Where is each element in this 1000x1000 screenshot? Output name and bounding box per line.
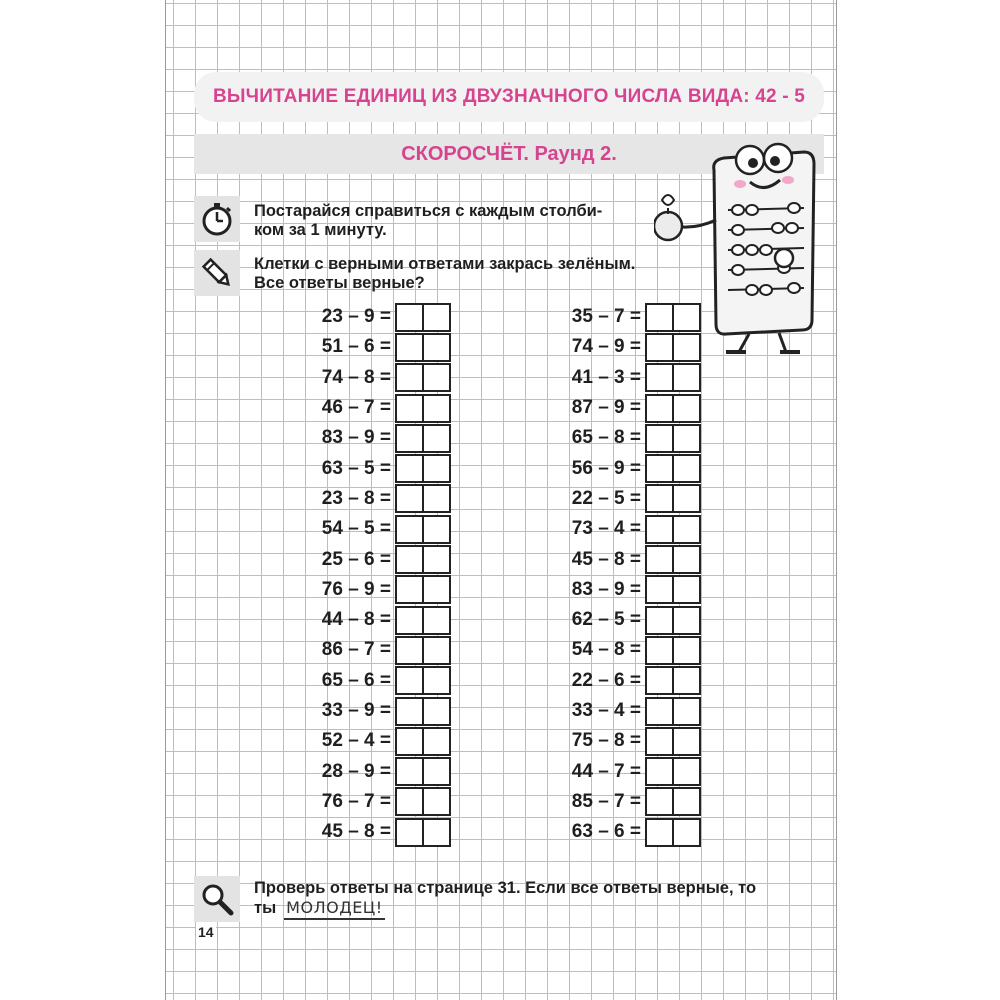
answer-cell-tens[interactable] xyxy=(397,638,422,663)
answer-box[interactable] xyxy=(645,545,701,574)
exercise-row xyxy=(536,787,701,817)
answer-box[interactable] xyxy=(395,787,451,816)
answer-cell-units[interactable] xyxy=(422,608,449,633)
exercise-row xyxy=(286,605,451,635)
answer-box[interactable] xyxy=(645,515,701,544)
timer-number: 1 xyxy=(310,221,320,239)
exercise-expression: 35 – 7 = xyxy=(571,306,641,328)
exercise-expression: 25 – 6 = xyxy=(321,548,391,570)
exercise-row xyxy=(286,393,451,423)
worksheet-page xyxy=(165,0,837,1000)
exercise-expression: 23 – 8 = xyxy=(321,487,391,509)
answer-cell-tens[interactable] xyxy=(647,789,672,814)
exercise-expression: 83 – 9 = xyxy=(321,427,391,449)
exercise-row xyxy=(536,514,701,544)
answer-cell-tens[interactable] xyxy=(647,517,672,542)
exercise-row xyxy=(286,544,451,574)
answer-cell-units[interactable] xyxy=(422,517,449,542)
answer-cell-tens[interactable] xyxy=(397,335,422,360)
footer-line-1 xyxy=(254,878,824,898)
answer-box[interactable] xyxy=(645,394,701,423)
exercise-row xyxy=(286,332,451,362)
answer-cell-tens[interactable] xyxy=(647,699,672,724)
exercise-expression: 28 – 9 = xyxy=(321,760,391,782)
answer-box[interactable] xyxy=(395,757,451,786)
answer-box[interactable] xyxy=(645,454,701,483)
answer-box[interactable] xyxy=(645,787,701,816)
answer-box[interactable] xyxy=(395,818,451,847)
magnifier-icon xyxy=(194,876,240,922)
answer-cell-units[interactable] xyxy=(672,547,699,572)
answer-box[interactable] xyxy=(395,424,451,453)
answer-box[interactable] xyxy=(395,515,451,544)
answer-cell-tens[interactable] xyxy=(647,365,672,390)
footer-line-2 xyxy=(254,898,824,920)
exercise-row xyxy=(286,514,451,544)
answer-cell-units[interactable] xyxy=(422,638,449,663)
exercise-expression: 62 – 5 = xyxy=(571,609,641,631)
answer-box[interactable] xyxy=(645,424,701,453)
exercise-row xyxy=(286,635,451,665)
answer-cell-units[interactable] xyxy=(422,305,449,330)
answer-cell-tens[interactable] xyxy=(647,426,672,451)
answer-cell-units[interactable] xyxy=(672,668,699,693)
exercise-row xyxy=(536,363,701,393)
exercise-expression: 45 – 8 = xyxy=(321,821,391,843)
footer-suffix: . Если все ответы верные, то xyxy=(515,879,757,897)
timer-line-2-prefix: ком за xyxy=(254,221,311,239)
exercise-expression: 44 – 8 = xyxy=(321,609,391,631)
answer-cell-tens[interactable] xyxy=(397,608,422,633)
exercise-expression: 63 – 5 = xyxy=(321,457,391,479)
answer-cell-units[interactable] xyxy=(422,729,449,754)
answer-cell-tens[interactable] xyxy=(397,789,422,814)
exercise-row xyxy=(536,575,701,605)
exercise-expression: 23 – 9 = xyxy=(321,306,391,328)
answer-cell-tens[interactable] xyxy=(397,486,422,511)
answer-cell-tens[interactable] xyxy=(647,608,672,633)
exercise-expression: 54 – 8 = xyxy=(571,639,641,661)
answer-cell-tens[interactable] xyxy=(647,396,672,421)
answer-cell-units[interactable] xyxy=(422,789,449,814)
footer-page-ref: 31 xyxy=(497,879,516,897)
answer-cell-units[interactable] xyxy=(422,335,449,360)
exercise-expression: 22 – 6 = xyxy=(571,669,641,691)
answer-cell-units[interactable] xyxy=(672,608,699,633)
answer-cell-units[interactable] xyxy=(672,305,699,330)
answer-box[interactable] xyxy=(645,757,701,786)
answer-box[interactable] xyxy=(645,697,701,726)
answer-box[interactable] xyxy=(395,333,451,362)
exercise-expression: 85 – 7 = xyxy=(571,790,641,812)
exercise-expression: 75 – 8 = xyxy=(571,730,641,752)
answer-cell-tens[interactable] xyxy=(397,305,422,330)
answer-cell-tens[interactable] xyxy=(647,759,672,784)
exercise-column-right xyxy=(536,302,701,847)
answer-cell-units[interactable] xyxy=(422,396,449,421)
exercise-row xyxy=(536,817,701,847)
answer-box[interactable] xyxy=(395,454,451,483)
answer-cell-tens[interactable] xyxy=(397,699,422,724)
answer-cell-tens[interactable] xyxy=(647,547,672,572)
exercise-row xyxy=(286,575,451,605)
answer-box[interactable] xyxy=(395,697,451,726)
answer-cell-units[interactable] xyxy=(672,759,699,784)
answer-cell-units[interactable] xyxy=(672,638,699,663)
answer-cell-tens[interactable] xyxy=(397,396,422,421)
exercise-column-left xyxy=(286,302,451,847)
answer-box[interactable] xyxy=(645,575,701,604)
exercise-expression: 65 – 8 = xyxy=(571,427,641,449)
exercise-expression: 22 – 5 = xyxy=(571,487,641,509)
exercise-row xyxy=(286,726,451,756)
timer-line-1: Постарайся справиться с каждым столби- xyxy=(254,202,603,220)
stopwatch-icon xyxy=(194,196,240,242)
exercise-expression: 33 – 9 = xyxy=(321,700,391,721)
answer-cell-units[interactable] xyxy=(422,820,449,845)
answer-cell-tens[interactable] xyxy=(397,577,422,602)
answer-cell-units[interactable] xyxy=(672,699,699,724)
exercise-row xyxy=(286,817,451,847)
answer-box[interactable] xyxy=(395,636,451,665)
answer-box[interactable] xyxy=(395,303,451,332)
answer-box[interactable] xyxy=(395,545,451,574)
answer-box[interactable] xyxy=(395,575,451,604)
answer-box[interactable] xyxy=(395,666,451,695)
answer-cell-units[interactable] xyxy=(672,335,699,360)
timer-line-2-suffix: минуту. xyxy=(319,221,387,239)
answer-cell-tens[interactable] xyxy=(647,668,672,693)
answer-box[interactable] xyxy=(645,727,701,756)
answer-box[interactable] xyxy=(395,363,451,392)
exercise-row xyxy=(536,393,701,423)
answer-cell-units[interactable] xyxy=(422,577,449,602)
exercise-row xyxy=(536,302,701,332)
exercise-expression: 54 – 5 = xyxy=(321,518,391,540)
answer-cell-tens[interactable] xyxy=(397,820,422,845)
exercise-expression: 65 – 6 = xyxy=(321,669,391,691)
timer-instruction xyxy=(254,202,704,240)
answer-cell-units[interactable] xyxy=(672,820,699,845)
answer-cell-units[interactable] xyxy=(422,486,449,511)
exercise-expression: 76 – 7 = xyxy=(321,790,391,812)
check-answers-text xyxy=(254,878,824,920)
exercise-expression: 63 – 6 = xyxy=(571,821,641,843)
exercise-expression: 87 – 9 = xyxy=(571,397,641,419)
well-done-badge: МОЛОДЕЦ! xyxy=(284,898,384,920)
answer-cell-units[interactable] xyxy=(672,729,699,754)
answer-box[interactable] xyxy=(395,484,451,513)
footer-ty: ты xyxy=(254,899,277,917)
exercise-row xyxy=(536,696,701,726)
answer-cell-units[interactable] xyxy=(672,456,699,481)
answer-box[interactable] xyxy=(645,818,701,847)
exercise-row xyxy=(536,423,701,453)
answer-cell-units[interactable] xyxy=(422,456,449,481)
answer-cell-tens[interactable] xyxy=(647,486,672,511)
answer-cell-units[interactable] xyxy=(672,396,699,421)
exercise-expression: 73 – 4 = xyxy=(571,518,641,540)
answer-cell-units[interactable] xyxy=(422,668,449,693)
exercise-expression: 41 – 3 = xyxy=(571,366,641,388)
exercise-row xyxy=(286,423,451,453)
exercise-expression: 44 – 7 = xyxy=(571,760,641,782)
pencil-line-2: Все ответы верные? xyxy=(254,274,425,292)
timer-line-2 xyxy=(254,221,704,240)
answer-cell-tens[interactable] xyxy=(647,820,672,845)
pencil-line-1: Клетки с верными ответами закрась зелёным. xyxy=(254,255,636,273)
answer-cell-tens[interactable] xyxy=(397,547,422,572)
pencil-icon xyxy=(194,250,240,296)
exercise-row xyxy=(286,696,451,726)
exercise-expression: 52 – 4 = xyxy=(321,730,391,752)
answer-cell-units[interactable] xyxy=(422,426,449,451)
exercise-row xyxy=(536,605,701,635)
exercise-expression: 83 – 9 = xyxy=(571,578,641,600)
answer-box[interactable] xyxy=(645,636,701,665)
answer-box[interactable] xyxy=(395,727,451,756)
answer-cell-tens[interactable] xyxy=(647,456,672,481)
answer-cell-units[interactable] xyxy=(672,577,699,602)
answer-box[interactable] xyxy=(645,363,701,392)
answer-cell-units[interactable] xyxy=(672,486,699,511)
exercise-row xyxy=(286,484,451,514)
answer-cell-units[interactable] xyxy=(422,547,449,572)
answer-cell-tens[interactable] xyxy=(397,426,422,451)
answer-cell-tens[interactable] xyxy=(397,759,422,784)
answer-cell-units[interactable] xyxy=(422,365,449,390)
footer-prefix: Проверь ответы на странице xyxy=(254,879,498,897)
answer-cell-tens[interactable] xyxy=(397,668,422,693)
exercise-expression: 86 – 7 = xyxy=(321,639,391,661)
exercise-expression: 74 – 9 = xyxy=(571,336,641,358)
answer-cell-tens[interactable] xyxy=(647,638,672,663)
exercise-row xyxy=(536,544,701,574)
answer-cell-units[interactable] xyxy=(672,517,699,542)
exercise-row xyxy=(536,726,701,756)
exercise-row xyxy=(286,363,451,393)
answer-box[interactable] xyxy=(395,606,451,635)
answer-cell-tens[interactable] xyxy=(397,365,422,390)
answer-box[interactable] xyxy=(645,606,701,635)
answer-box[interactable] xyxy=(645,666,701,695)
answer-cell-tens[interactable] xyxy=(397,517,422,542)
answer-cell-units[interactable] xyxy=(422,699,449,724)
exercise-expression: 46 – 7 = xyxy=(321,397,391,419)
answer-cell-units[interactable] xyxy=(672,789,699,814)
exercise-row xyxy=(286,787,451,817)
exercise-row xyxy=(536,756,701,786)
round-subtitle: СКОРОСЧЁТ. Раунд 2. xyxy=(401,142,617,165)
answer-box[interactable] xyxy=(645,484,701,513)
exercise-row xyxy=(286,666,451,696)
exercise-expression: 74 – 8 = xyxy=(321,366,391,388)
answer-cell-units[interactable] xyxy=(672,365,699,390)
answer-cell-units[interactable] xyxy=(422,759,449,784)
answer-box[interactable] xyxy=(645,303,701,332)
answer-box[interactable] xyxy=(645,333,701,362)
page-title: ВЫЧИТАНИЕ ЕДИНИЦ ИЗ ДВУЗНАЧНОГО ЧИСЛА ВИДА: 42 - 5 xyxy=(212,86,806,107)
exercise-expression: 56 – 9 = xyxy=(571,457,641,479)
exercise-row xyxy=(536,453,701,483)
exercise-expression: 45 – 8 = xyxy=(571,548,641,570)
exercise-row xyxy=(286,453,451,483)
answer-cell-tens[interactable] xyxy=(397,729,422,754)
answer-cell-tens[interactable] xyxy=(647,305,672,330)
exercise-row xyxy=(536,484,701,514)
exercise-row xyxy=(286,756,451,786)
exercise-row xyxy=(536,666,701,696)
answer-cell-tens[interactable] xyxy=(647,577,672,602)
pencil-instruction xyxy=(254,255,704,293)
answer-box[interactable] xyxy=(395,394,451,423)
answer-cell-tens[interactable] xyxy=(647,729,672,754)
exercise-row xyxy=(536,635,701,665)
answer-cell-units[interactable] xyxy=(672,426,699,451)
page-number: 14 xyxy=(198,924,214,940)
title-band xyxy=(194,72,824,122)
exercise-row xyxy=(536,332,701,362)
exercise-expression: 33 – 4 = xyxy=(571,700,641,721)
exercise-row xyxy=(286,302,451,332)
answer-cell-tens[interactable] xyxy=(647,335,672,360)
answer-cell-tens[interactable] xyxy=(397,456,422,481)
exercise-expression: 51 – 6 = xyxy=(321,336,391,358)
exercise-expression: 76 – 9 = xyxy=(321,578,391,600)
